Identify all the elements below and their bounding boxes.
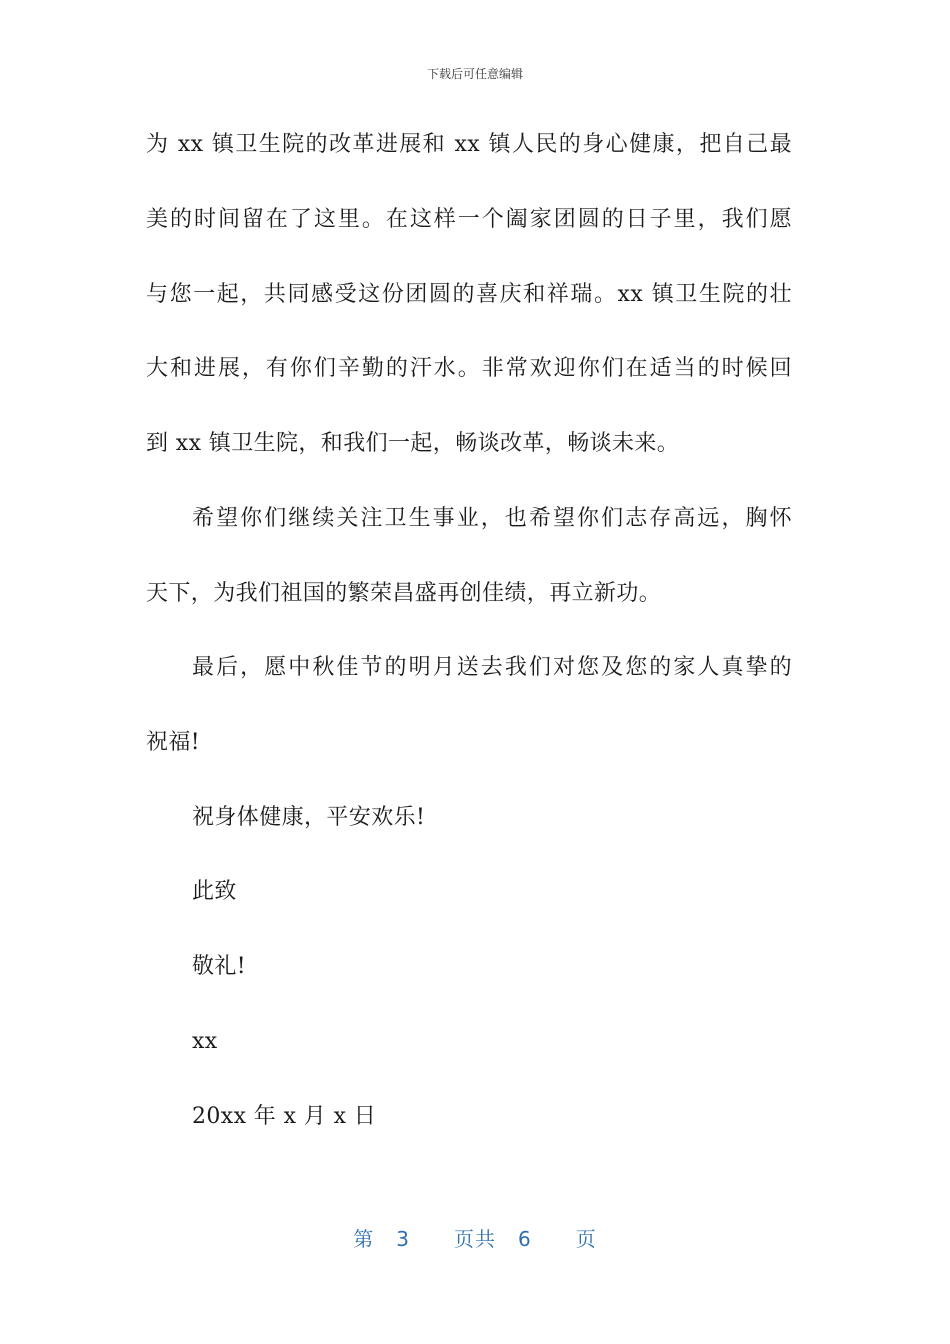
salutation-cizhi: 此致 <box>192 879 237 904</box>
body-line-4: 大和进展，有你们辛勤的汗水。非常欢迎你们在适当的时候回 <box>146 356 792 381</box>
footer-middle: 页共 <box>454 1227 496 1251</box>
page-footer <box>0 1226 950 1252</box>
body-line-5: 到 xx 镇卫生院，和我们一起，畅谈改革，畅谈未来。 <box>146 431 680 456</box>
footer-total-pages: 6 <box>518 1227 532 1251</box>
body-line-3: 与您一起，共同感受这份团圆的喜庆和祥瑞。xx 镇卫生院的壮 <box>146 282 792 307</box>
body-line-8: 最后，愿中秋佳节的明月送去我们对您及您的家人真挚的 <box>192 655 792 680</box>
footer-current-page: 3 <box>396 1227 410 1251</box>
footer-suffix: 页 <box>575 1227 597 1251</box>
salutation-jingli: 敬礼! <box>192 954 247 979</box>
body-line-2: 美的时间留在了这里。在这样一个阖家团圆的日子里，我们愿 <box>146 207 792 232</box>
body-line-1: 为 xx 镇卫生院的改革进展和 xx 镇人民的身心健康，把自己最 <box>146 132 792 157</box>
page-header: 下载后可任意编辑 <box>426 67 523 81</box>
body-line-9: 祝福! <box>146 730 201 755</box>
closing-wish: 祝身体健康，平安欢乐! <box>192 805 426 830</box>
body-line-6: 希望你们继续关注卫生事业，也希望你们志存高远，胸怀 <box>192 506 792 531</box>
signature-name: xx <box>192 1029 218 1054</box>
body-line-7: 天下，为我们祖国的繁荣昌盛再创佳绩，再立新功。 <box>146 581 662 606</box>
signature-date: 20xx 年 x 月 x 日 <box>192 1104 377 1129</box>
footer-prefix: 第 <box>353 1227 375 1251</box>
